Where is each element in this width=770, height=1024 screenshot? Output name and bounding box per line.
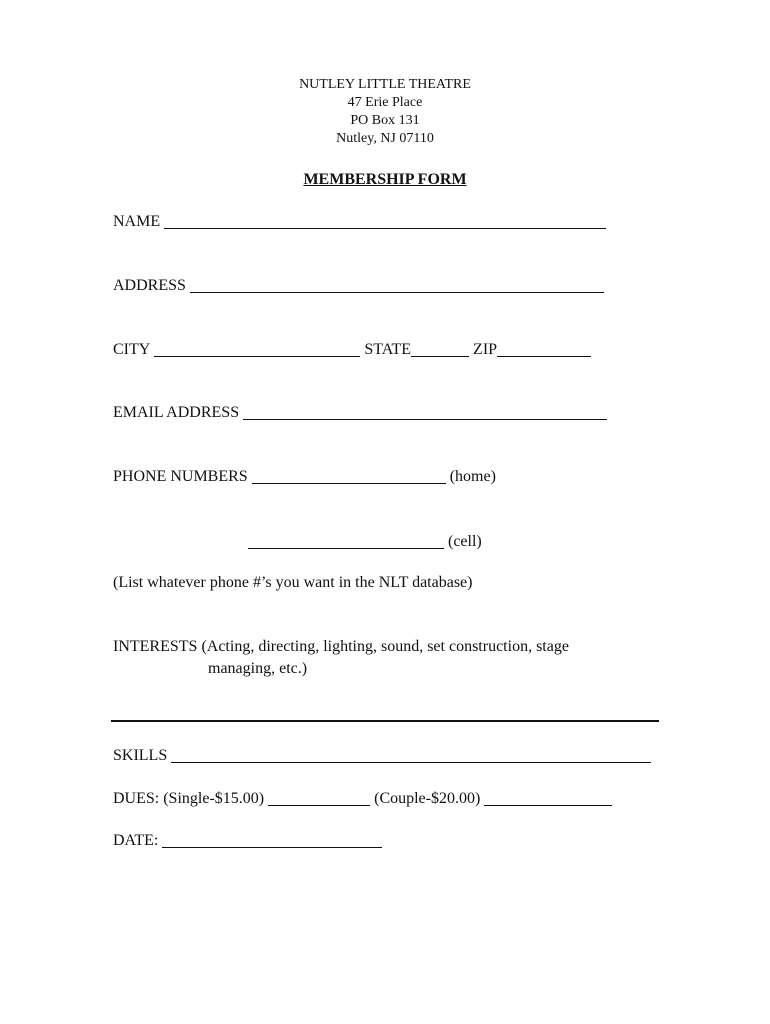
single-dues-blank[interactable] <box>268 791 370 806</box>
street-address: 47 Erie Place <box>347 95 423 110</box>
address-blank[interactable] <box>190 278 604 293</box>
interests-line1: INTERESTS (Acting, directing, lighting, sound, set construction, stage <box>113 638 569 655</box>
date-row <box>113 831 386 851</box>
email-label: EMAIL ADDRESS <box>113 404 240 421</box>
address-row <box>113 276 608 296</box>
skills-label: SKILLS <box>113 747 168 764</box>
name-label: NAME <box>113 213 161 230</box>
city-state-zip: Nutley, NJ 07110 <box>336 131 434 146</box>
name-row <box>113 212 610 232</box>
email-row <box>113 403 611 423</box>
form-title: MEMBERSHIP FORM <box>303 171 467 188</box>
state-label: STATE <box>364 341 412 358</box>
date-label: DATE: <box>113 832 159 849</box>
home-suffix: (home) <box>449 468 496 485</box>
phone-label: PHONE NUMBERS <box>113 468 248 485</box>
cell-phone-row <box>248 532 482 552</box>
city-label: CITY <box>113 341 151 358</box>
cell-phone-blank[interactable] <box>248 534 444 549</box>
interests-line2: managing, etc.) <box>208 660 308 677</box>
zip-label: ZIP <box>473 341 498 358</box>
interests-block <box>113 636 653 680</box>
theatre-name: NUTLEY LITTLE THEATRE <box>299 77 471 92</box>
phone-note: (List whatever phone #’s you want in the NLT database) <box>113 574 473 591</box>
couple-label: (Couple-$20.00) <box>374 790 481 807</box>
city-blank[interactable] <box>154 342 360 357</box>
skills-blank[interactable] <box>171 748 651 763</box>
home-phone-row <box>113 467 496 487</box>
email-blank[interactable] <box>243 405 607 420</box>
home-phone-blank[interactable] <box>252 469 446 484</box>
date-blank[interactable] <box>162 833 382 848</box>
dues-row <box>113 789 616 809</box>
dues-label: DUES: (Single-$15.00) <box>113 790 265 807</box>
interests-answer-line[interactable] <box>111 720 659 722</box>
theatre-address-block <box>0 76 770 148</box>
zip-blank[interactable] <box>497 342 591 357</box>
name-blank[interactable] <box>164 214 606 229</box>
skills-row <box>113 746 655 766</box>
address-label: ADDRESS <box>113 277 186 294</box>
city-state-zip-row <box>113 340 595 360</box>
cell-suffix: (cell) <box>448 533 482 550</box>
po-box: PO Box 131 <box>350 113 420 128</box>
couple-dues-blank[interactable] <box>484 791 612 806</box>
state-blank[interactable] <box>411 342 469 357</box>
